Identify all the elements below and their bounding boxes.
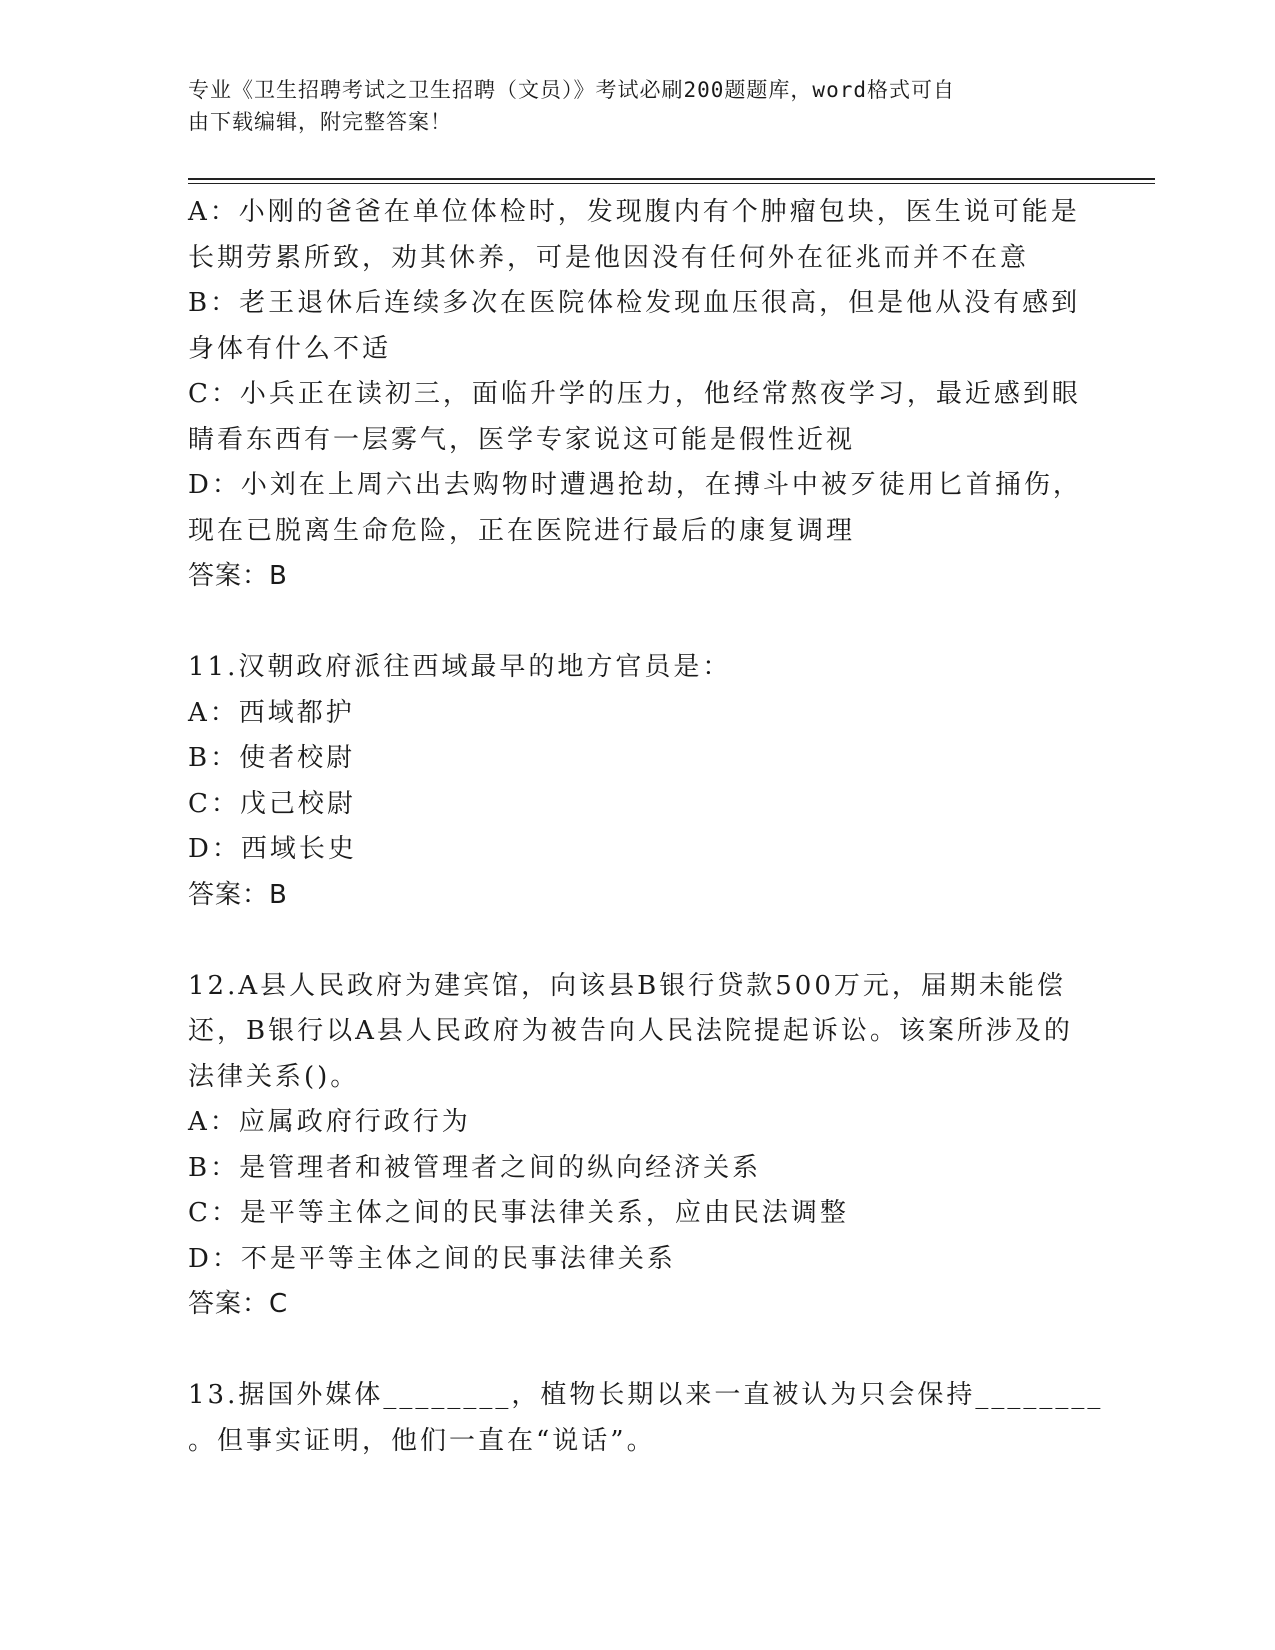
q10-option-b-line-2: 身体有什么不适 (188, 333, 392, 364)
q11-answer: 答案：B (188, 879, 288, 910)
q10-option-c-line-2: 睛看东西有一层雾气，医学专家说这可能是假性近视 (188, 424, 856, 455)
q11-option-b: B：使者校尉 (188, 743, 356, 773)
q11-question: 11.汉朝政府派往西域最早的地方官员是： (188, 652, 732, 682)
question-12 (188, 964, 1088, 1328)
q10-option-d-line-1: D：小刘在上周六出去购物时遭遇抢劫，在搏斗中被歹徒用匕首捅伤， (188, 470, 1082, 500)
q11-option-c: C：戊己校尉 (188, 788, 356, 819)
q12-question-line-1: 12.A县人民政府为建宾馆，向该县B银行贷款500万元，届期未能偿 (188, 970, 1066, 1001)
spacer (188, 1328, 1088, 1374)
question-11 (188, 645, 1088, 918)
q10-answer: 答案：B (188, 561, 288, 591)
header-rule-thin (188, 183, 1155, 184)
q12-option-a: A：应属政府行政行为 (188, 1107, 471, 1137)
q10-option-a-line-1: A：小刚的爸爸在单位体检时，发现腹内有个肿瘤包块，医生说可能是 (188, 197, 1080, 227)
spacer (188, 918, 1088, 964)
header-line-2: 由下载编辑，附完整答案！ (188, 110, 452, 134)
q13-question-line-1: 13.据国外媒体________，植物长期以来一直被认为只会保持________ (188, 1380, 1104, 1410)
q12-question-line-2: 还，B银行以A县人民政府为被告向人民法院提起诉讼。该案所涉及的 (188, 1016, 1073, 1046)
document-header (188, 74, 1068, 138)
question-10 (188, 190, 1088, 600)
q12-option-b: B：是管理者和被管理者之间的纵向经济关系 (188, 1152, 762, 1183)
q12-question-line-3: 法律关系()。 (188, 1061, 360, 1092)
q10-option-b-line-1: B：老王退休后连续多次在医院体检发现血压很高，但是他从没有感到 (188, 288, 1081, 318)
q12-option-d: D：不是平等主体之间的民事法律关系 (188, 1243, 676, 1274)
q10-option-d-line-2: 现在已脱离生命危险，正在医院进行最后的康复调理 (188, 515, 856, 546)
document-body (188, 190, 1104, 1464)
spacer (188, 600, 1088, 646)
q11-option-d: D：西域长史 (188, 834, 357, 864)
header-line-1: 专业《卫生招聘考试之卫生招聘（文员）》考试必刷200题题库，word格式可自 (188, 78, 955, 102)
question-13 (188, 1373, 1104, 1464)
q12-option-c: C：是平等主体之间的民事法律关系，应由民法调整 (188, 1198, 849, 1228)
q10-option-a-line-2: 长期劳累所致，劝其休养，可是他因没有任何外在征兆而并不在意 (188, 242, 1030, 273)
header-rule-thick (188, 178, 1155, 180)
q10-option-c-line-1: C：小兵正在读初三，面临升学的压力，他经常熬夜学习，最近感到眼 (188, 379, 1081, 409)
q11-option-a: A：西域都护 (188, 697, 355, 728)
q12-answer: 答案：C (188, 1289, 289, 1319)
q13-question-line-2: 。但事实证明，他们一直在“说话”。 (188, 1425, 656, 1456)
